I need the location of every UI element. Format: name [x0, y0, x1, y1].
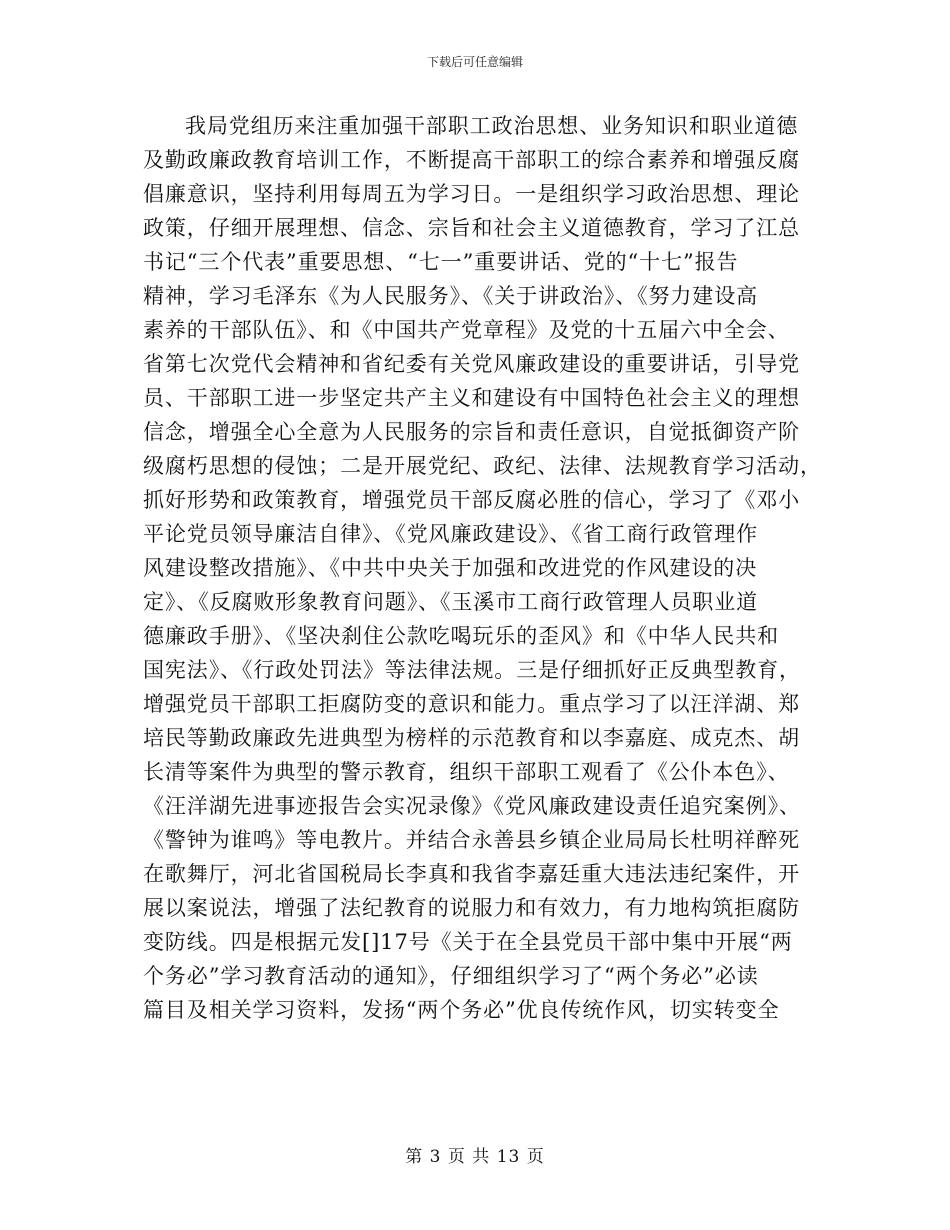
text-line: 《警钟为谁鸣》等电教片。并结合永善县乡镇企业局局长杜明祥醉死: [143, 828, 800, 852]
text-line: 《汪洋湖先进事迹报告会实况录像》《党风廉政建设责任追究案例》、: [143, 794, 801, 818]
text-line: 素养的干部队伍》、和《中国共产党章程》及党的十五届六中全会、: [143, 318, 790, 342]
text-line: 个务必”学习教育活动的通知》，仔细组织学习了“两个务必”必读: [143, 964, 759, 988]
text-line: 书记“三个代表”重要思想、“七一”重要讲话、党的“十七”报告: [143, 250, 739, 274]
page-number-footer: 第 3 页 共 13 页: [405, 1147, 545, 1167]
text-line: 抓好形势和政策教育，增强党员干部反腐必胜的信心，学习了《邓小: [143, 488, 800, 512]
text-line: 风建设整改措施》、《中共中央关于加强和改进党的作风建设的决: [143, 556, 758, 580]
text-line: 省第七次党代会精神和省纪委有关党风廉政建设的重要讲话，引导党: [143, 352, 800, 376]
text-line: 倡廉意识，坚持利用每周五为学习日。一是组织学习政治思想、理论: [143, 182, 800, 206]
text-line: 培民等勤政廉政先进典型为榜样的示范教育和以李嘉庭、成克杰、胡: [143, 726, 800, 750]
text-line: 及勤政廉政教育培训工作，不断提高干部职工的综合素养和增强反腐: [143, 148, 800, 172]
text-line: 定》、《反腐败形象教育问题》、《玉溪市工商行政管理人员职业道: [143, 590, 758, 614]
text-line: 员、干部职工进一步坚定共产主义和建设有中国特色社会主义的理想: [143, 386, 800, 410]
text-line: 精神，学习毛泽东《为人民服务》、《关于讲政治》、《努力建设高: [143, 284, 758, 308]
text-line: 德廉政手册》、《坚决刹住公款吃喝玩乐的歪风》和《中华人民共和: [143, 624, 779, 648]
text-line: 平论党员领导廉洁自律》、《党风廉政建设》、《省工商行政管理作: [143, 522, 758, 546]
document-body: [143, 109, 822, 1027]
text-line: 展以案说法，增强了法纪教育的说服力和有效力，有力地构筑拒腐防: [143, 896, 800, 920]
text-line: 政策，仔细开展理想、信念、宗旨和社会主义道德教育，学习了江总: [143, 216, 800, 240]
text-line: 长清等案件为典型的警示教育，组织干部职工观看了《公仆本色》、: [143, 760, 790, 784]
text-line: 篇目及相关学习资料，发扬“两个务必”优良传统作风，切实转变全: [143, 998, 780, 1022]
text-line: 信念，增强全心全意为人民服务的宗旨和责任意识，自觉抵御资产阶: [143, 420, 800, 444]
text-line: 在歌舞厅，河北省国税局长李真和我省李嘉廷重大违法违纪案件，开: [143, 862, 800, 886]
text-line: 增强党员干部职工拒腐防变的意识和能力。重点学习了以汪洋湖、郑: [143, 692, 800, 716]
text-line: 变防线。四是根据元发[]17号《关于在全县党员干部中集中开展“两: [143, 930, 793, 954]
text-line: 国宪法》、《行政处罚法》等法律法规。三是仔细抓好正反典型教育，: [143, 658, 801, 682]
text-line: 我局党组历来注重加强干部职工政治思想、业务知识和职业道德: [185, 114, 799, 138]
page-header-note: 下载后可任意编辑: [426, 55, 523, 69]
text-line: 级腐朽思想的侵蚀；二是开展党纪、政纪、法律、法规教育学习活动，: [143, 454, 822, 478]
